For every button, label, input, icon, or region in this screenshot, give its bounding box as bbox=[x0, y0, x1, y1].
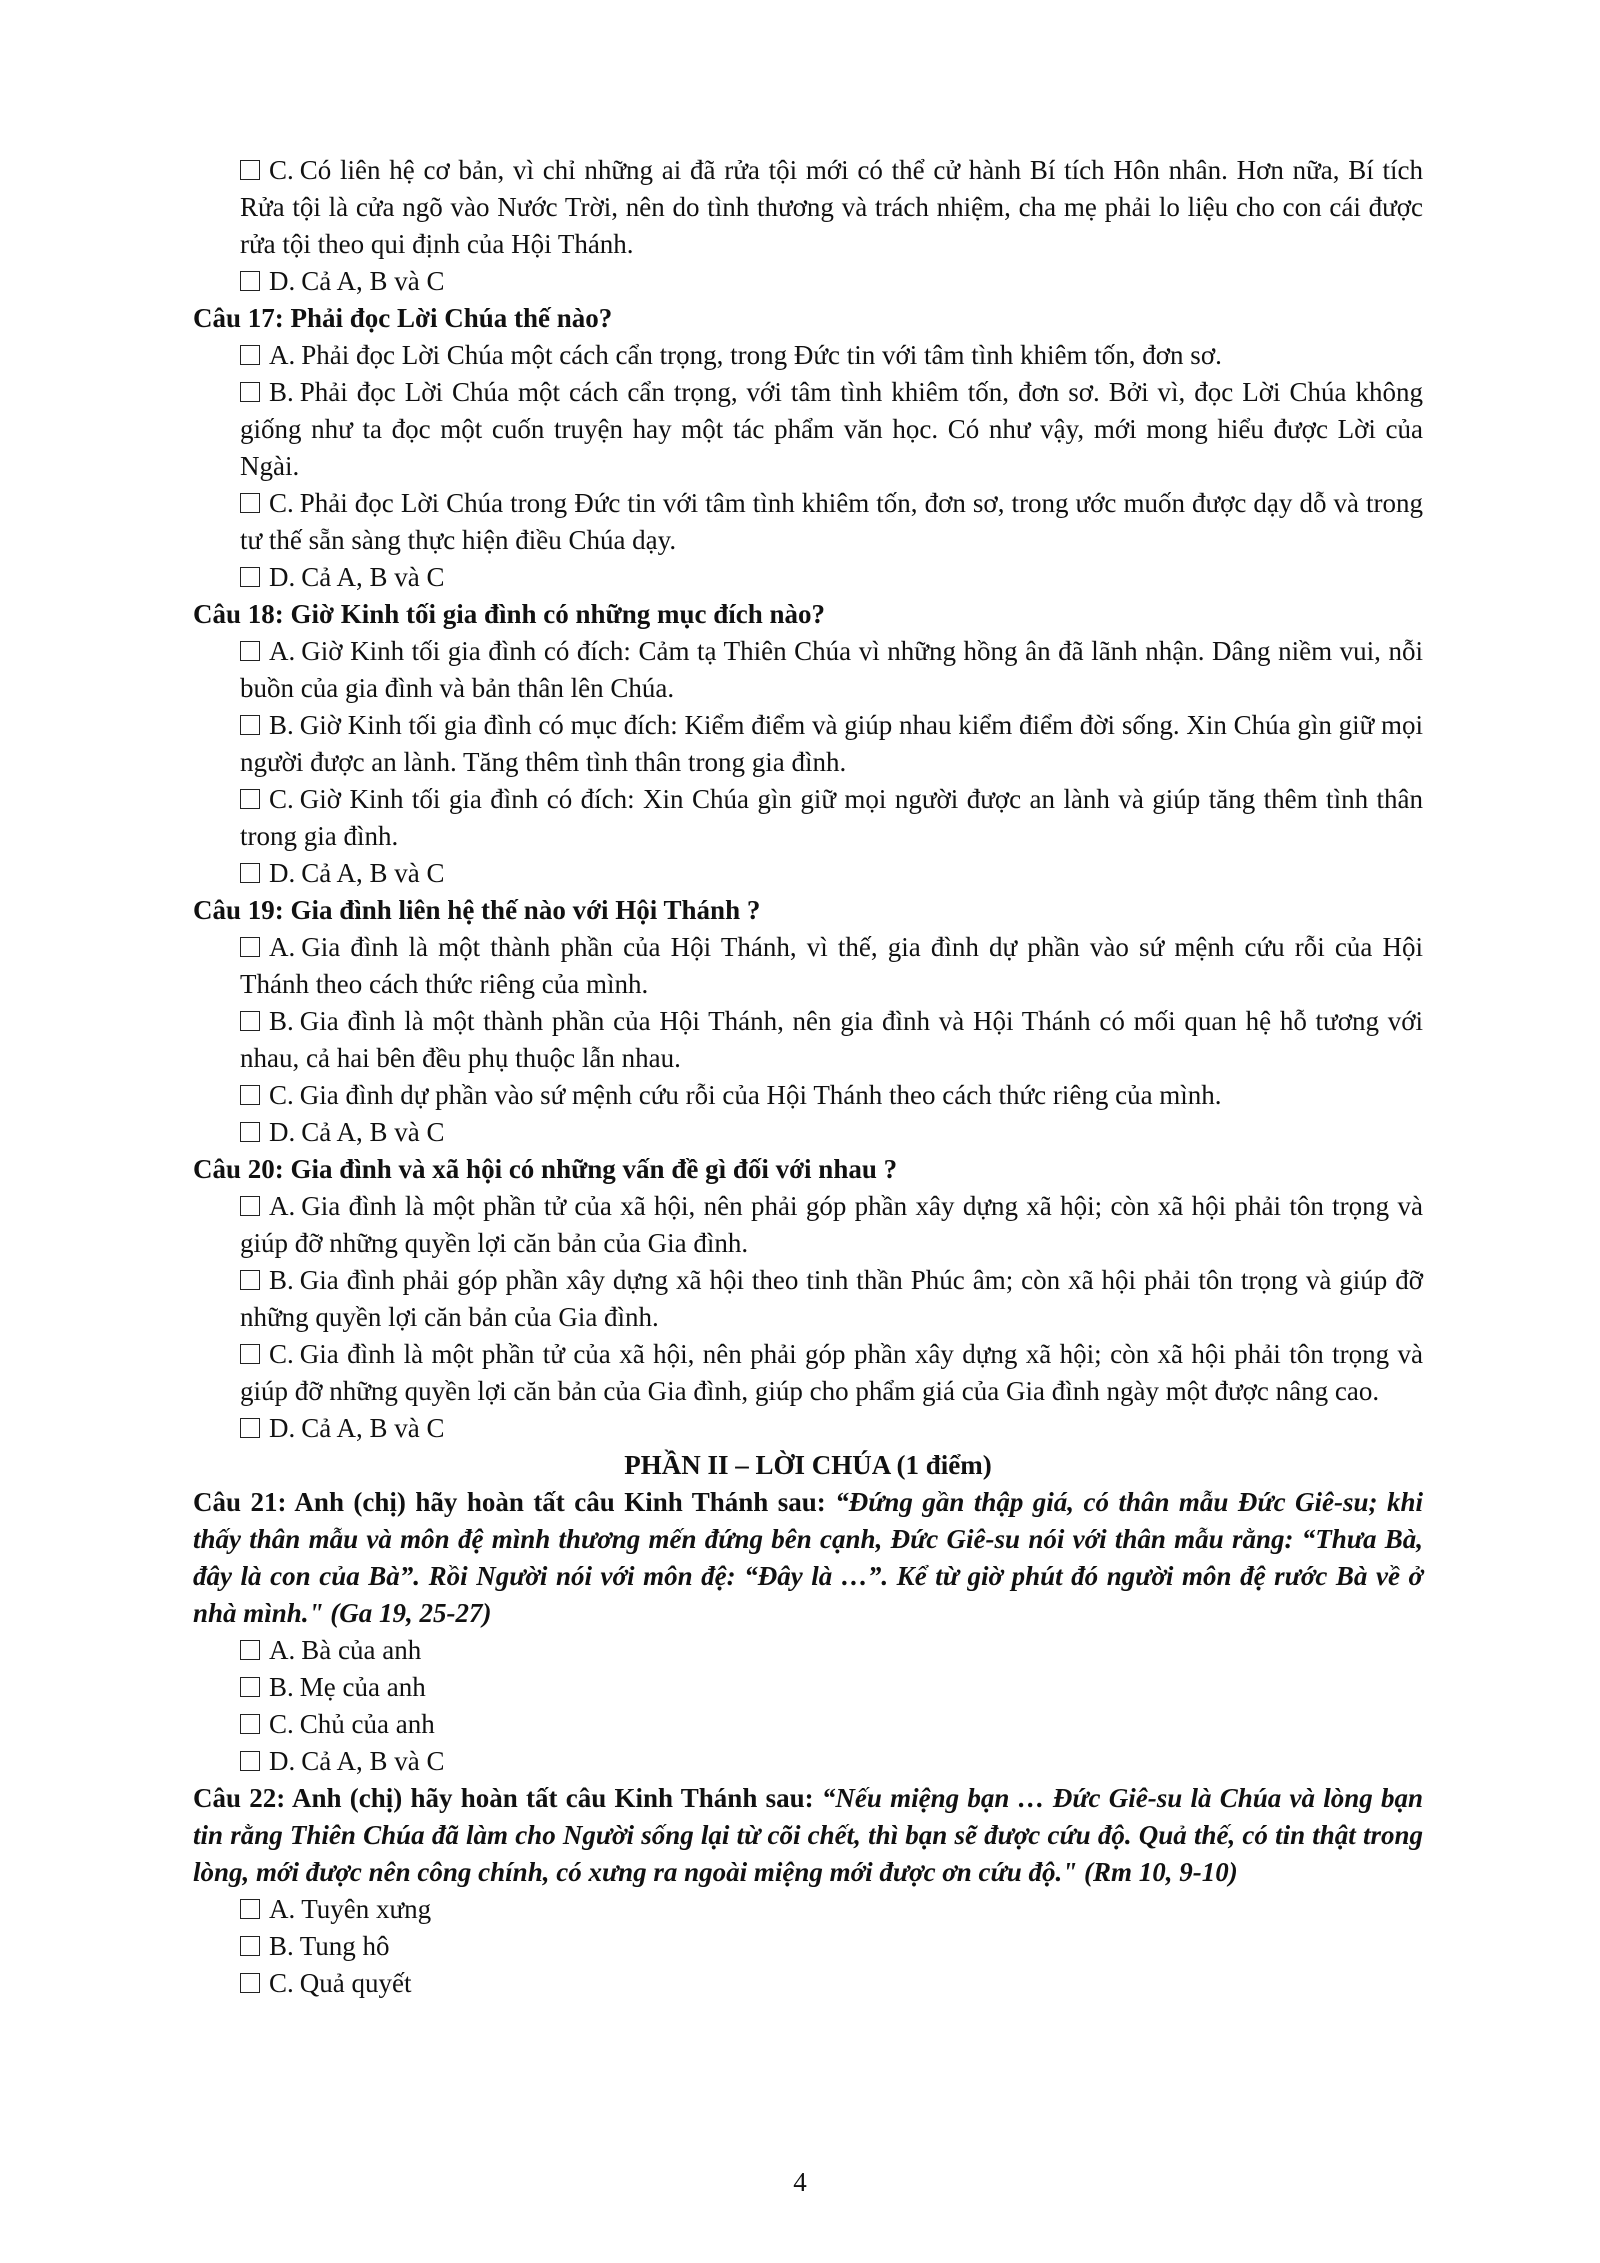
answer-option bbox=[193, 1003, 1423, 1077]
question-heading bbox=[193, 596, 1423, 633]
option-text: Bà của anh bbox=[301, 1635, 422, 1665]
option-label: D. bbox=[269, 266, 296, 296]
question-text: Câu 17: Phải đọc Lời Chúa thế nào? bbox=[193, 303, 613, 333]
option-text: Tuyên xưng bbox=[301, 1894, 432, 1924]
answer-option bbox=[193, 1743, 1423, 1780]
answer-option bbox=[193, 1632, 1423, 1669]
empty-checkbox-icon[interactable] bbox=[240, 1973, 260, 1993]
option-label: A. bbox=[269, 340, 296, 370]
empty-checkbox-icon[interactable] bbox=[240, 1085, 260, 1105]
option-label: D. bbox=[269, 1746, 296, 1776]
option-text: Phải đọc Lời Chúa trong Đức tin với tâm tình khiêm tốn, đơn sơ, trong ước muốn được dạy dỗ và trong tư thế sẵn sàng thực hiện điều Chúa dạy. bbox=[240, 488, 1423, 555]
empty-checkbox-icon[interactable] bbox=[240, 1418, 260, 1438]
answer-option bbox=[193, 1114, 1423, 1151]
answer-option bbox=[193, 781, 1423, 855]
answer-option bbox=[193, 1965, 1423, 2002]
option-text: Giờ Kinh tối gia đình có mục đích: Kiểm điểm và giúp nhau kiểm điểm đời sống. Xin Chúa gìn giữ mọi người được an lành. Tăng thêm tình thân trong gia đình. bbox=[240, 710, 1423, 777]
option-text: Mẹ của anh bbox=[299, 1672, 426, 1702]
empty-checkbox-icon[interactable] bbox=[240, 1640, 260, 1660]
answer-option bbox=[193, 1188, 1423, 1262]
empty-checkbox-icon[interactable] bbox=[240, 715, 260, 735]
question-text: Câu 18: Giờ Kinh tối gia đình có những mục đích nào? bbox=[193, 599, 826, 629]
option-label: C. bbox=[269, 1709, 294, 1739]
empty-checkbox-icon[interactable] bbox=[240, 271, 260, 291]
answer-option bbox=[193, 633, 1423, 707]
answer-option bbox=[193, 152, 1423, 263]
empty-checkbox-icon[interactable] bbox=[240, 1714, 260, 1734]
option-text: Gia đình là một phần tử của xã hội, nên phải góp phần xây dựng xã hội; còn xã hội phải tôn trọng và giúp đỡ những quyền lợi căn bản của Gia đình. bbox=[240, 1191, 1423, 1258]
answer-option bbox=[193, 1077, 1423, 1114]
empty-checkbox-icon[interactable] bbox=[240, 937, 260, 957]
option-label: A. bbox=[269, 932, 296, 962]
option-label: C. bbox=[269, 488, 294, 518]
option-label: C. bbox=[269, 1968, 294, 1998]
option-text: Phải đọc Lời Chúa một cách cẩn trọng, với tâm tình khiêm tốn, đơn sơ. Bởi vì, đọc Lời Chúa không giống như ta đọc một cuốn truyện hay một tác phẩm văn học. Có như vậy, mới mong hiểu được Lời của Ngài. bbox=[240, 377, 1423, 481]
answer-option bbox=[193, 1669, 1423, 1706]
question-heading bbox=[193, 1780, 1423, 1891]
answer-option bbox=[193, 929, 1423, 1003]
page-number: 4 bbox=[793, 2167, 807, 2197]
answer-option bbox=[193, 263, 1423, 300]
answer-option bbox=[193, 1410, 1423, 1447]
option-label: D. bbox=[269, 1117, 296, 1147]
section-title: PHẦN II – LỜI CHÚA (1 điểm) bbox=[624, 1450, 992, 1480]
answer-option bbox=[193, 855, 1423, 892]
option-label: B. bbox=[269, 377, 294, 407]
option-label: A. bbox=[269, 636, 296, 666]
option-label: A. bbox=[269, 1894, 296, 1924]
document-content bbox=[193, 152, 1423, 2002]
option-text: Có liên hệ cơ bản, vì chỉ những ai đã rửa tội mới có thể cử hành Bí tích Hôn nhân. Hơn nữa, Bí tích Rửa tội là cửa ngõ vào Nước Trời, nên do tình thương và trách nhiệm, cha mẹ phải lo liệu cho con cái được rửa tội theo qui định của Hội Thánh. bbox=[240, 155, 1423, 259]
option-text: Gia đình dự phần vào sứ mệnh cứu rỗi của Hội Thánh theo cách thức riêng của mình. bbox=[299, 1080, 1222, 1110]
answer-option bbox=[193, 707, 1423, 781]
answer-option bbox=[193, 1706, 1423, 1743]
option-label: C. bbox=[269, 784, 294, 814]
empty-checkbox-icon[interactable] bbox=[240, 1270, 260, 1290]
answer-option bbox=[193, 1262, 1423, 1336]
option-text: Cả A, B và C bbox=[301, 858, 445, 888]
empty-checkbox-icon[interactable] bbox=[240, 1677, 260, 1697]
answer-option bbox=[193, 559, 1423, 596]
empty-checkbox-icon[interactable] bbox=[240, 1936, 260, 1956]
option-text: Gia đình là một thành phần của Hội Thánh, vì thế, gia đình dự phần vào sứ mệnh cứu rỗi của Hội Thánh theo cách thức riêng của mình. bbox=[240, 932, 1423, 999]
option-text: Chủ của anh bbox=[299, 1709, 435, 1739]
question-text: Câu 21: Anh (chị) hãy hoàn tất câu Kinh Thánh sau: bbox=[193, 1487, 836, 1517]
option-label: B. bbox=[269, 1265, 294, 1295]
empty-checkbox-icon[interactable] bbox=[240, 1344, 260, 1364]
empty-checkbox-icon[interactable] bbox=[240, 641, 260, 661]
answer-option bbox=[193, 1336, 1423, 1410]
question-text: Câu 22: Anh (chị) hãy hoàn tất câu Kinh Thánh sau: bbox=[193, 1783, 822, 1813]
question-text: Câu 19: Gia đình liên hệ thế nào với Hội Thánh ? bbox=[193, 895, 761, 925]
empty-checkbox-icon[interactable] bbox=[240, 160, 260, 180]
option-text: Giờ Kinh tối gia đình có đích: Cảm tạ Thiên Chúa vì những hồng ân đã lãnh nhận. Dâng niềm vui, nỗi buồn của gia đình và bản thân lên Chúa. bbox=[240, 636, 1423, 703]
option-label: B. bbox=[269, 1931, 294, 1961]
question-heading bbox=[193, 892, 1423, 929]
option-text: Giờ Kinh tối gia đình có đích: Xin Chúa gìn giữ mọi người được an lành và giúp tăng thêm tình thân trong gia đình. bbox=[240, 784, 1423, 851]
option-label: C. bbox=[269, 155, 294, 185]
option-label: A. bbox=[269, 1635, 296, 1665]
empty-checkbox-icon[interactable] bbox=[240, 1122, 260, 1142]
option-text: Cả A, B và C bbox=[301, 266, 445, 296]
empty-checkbox-icon[interactable] bbox=[240, 345, 260, 365]
empty-checkbox-icon[interactable] bbox=[240, 382, 260, 402]
empty-checkbox-icon[interactable] bbox=[240, 1011, 260, 1031]
option-label: A. bbox=[269, 1191, 296, 1221]
question-heading bbox=[193, 1484, 1423, 1632]
empty-checkbox-icon[interactable] bbox=[240, 1751, 260, 1771]
option-text: Quả quyết bbox=[299, 1968, 412, 1998]
option-text: Cả A, B và C bbox=[301, 1746, 445, 1776]
option-label: C. bbox=[269, 1339, 294, 1369]
question-heading bbox=[193, 1151, 1423, 1188]
answer-option bbox=[193, 1928, 1423, 1965]
option-text: Cả A, B và C bbox=[301, 562, 445, 592]
option-label: D. bbox=[269, 858, 296, 888]
option-label: B. bbox=[269, 710, 294, 740]
option-text: Gia đình là một phần tử của xã hội, nên phải góp phần xây dựng xã hội; còn xã hội phải tôn trọng và giúp đỡ những quyền lợi căn bản của Gia đình, giúp cho phẩm giá của Gia đình ngày một được nâng cao. bbox=[240, 1339, 1423, 1406]
empty-checkbox-icon[interactable] bbox=[240, 1899, 260, 1919]
option-text: Cả A, B và C bbox=[301, 1413, 445, 1443]
option-text: Phải đọc Lời Chúa một cách cẩn trọng, trong Đức tin với tâm tình khiêm tốn, đơn sơ. bbox=[301, 340, 1222, 370]
option-text: Gia đình là một thành phần của Hội Thánh, nên gia đình và Hội Thánh có mối quan hệ hỗ tương với nhau, cả hai bên đều phụ thuộc lẫn nhau. bbox=[240, 1006, 1423, 1073]
empty-checkbox-icon[interactable] bbox=[240, 493, 260, 513]
scripture-quote: “Nếu miệng bạn … Đức Giê-su là Chúa và lòng bạn tin rằng Thiên Chúa đã làm cho Người sống lại từ cõi chết, thì bạn sẽ được cứu độ. Quả thế, có tin thật trong lòng, mới được nên công chính, có xưng ra ngoài miệng mới được ơn cứu độ." (Rm 10, 9-10) bbox=[193, 1783, 1423, 1887]
option-label: B. bbox=[269, 1672, 294, 1702]
option-label: C. bbox=[269, 1080, 294, 1110]
option-label: B. bbox=[269, 1006, 294, 1036]
option-text: Cả A, B và C bbox=[301, 1117, 445, 1147]
question-text: Câu 20: Gia đình và xã hội có những vấn đề gì đối với nhau ? bbox=[193, 1154, 898, 1184]
answer-option bbox=[193, 374, 1423, 485]
empty-checkbox-icon[interactable] bbox=[240, 567, 260, 587]
option-label: D. bbox=[269, 562, 296, 592]
empty-checkbox-icon[interactable] bbox=[240, 789, 260, 809]
empty-checkbox-icon[interactable] bbox=[240, 863, 260, 883]
option-text: Tung hô bbox=[299, 1931, 390, 1961]
option-text: Gia đình phải góp phần xây dựng xã hội theo tinh thần Phúc âm; còn xã hội phải tôn trọng và giúp đỡ những quyền lợi căn bản của Gia đình. bbox=[240, 1265, 1423, 1332]
question-heading bbox=[193, 300, 1423, 337]
scripture-quote: “Đứng gần thập giá, có thân mẫu Đức Giê-su; khi thấy thân mẫu và môn đệ mình thương mến đứng bên cạnh, Đức Giê-su nói với thân mẫu rằng: “Thưa Bà, đây là con của Bà”. Rồi Người nói với môn đệ: “Đây là …”. Kể từ giờ phút đó người môn đệ rước Bà về ở nhà mình." (Ga 19, 25-27) bbox=[193, 1487, 1423, 1628]
option-label: D. bbox=[269, 1413, 296, 1443]
answer-option bbox=[193, 485, 1423, 559]
answer-option bbox=[193, 1891, 1423, 1928]
answer-option bbox=[193, 337, 1423, 374]
empty-checkbox-icon[interactable] bbox=[240, 1196, 260, 1216]
